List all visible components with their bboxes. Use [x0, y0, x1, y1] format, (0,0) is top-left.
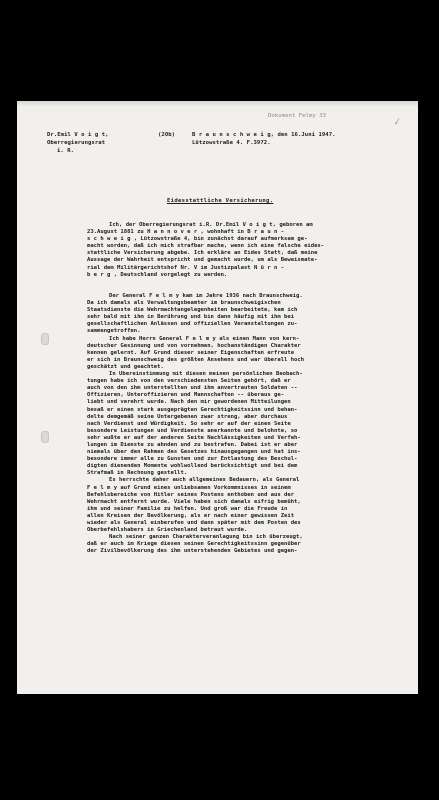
- text-line: rial dem Militärgerichtshof Nr. V im Justizpalast N ü r n -: [87, 264, 285, 271]
- text-line: sehr bald mit ihm in Berührung und bin dann häufig mit ihm bei: [87, 314, 295, 321]
- text-line: deutscher Gesinnung und von vornehmen, hochanständigen Charakter: [87, 342, 301, 349]
- text-line: 23.August 1881 zu H a n n o v e r , wohnhaft in B r a u n -: [87, 229, 285, 236]
- text-line: s c h w e i g , Lützowstraße 4, bin zunächst darauf aufmerksam ge-: [87, 236, 308, 243]
- text-line: Wehrmacht entfernt wurde. Viele haben sich damals eifrig bemüht,: [87, 498, 301, 505]
- reference-code: (20b): [158, 132, 176, 138]
- text-line: Aussage der Wahrheit entspricht und gemacht wurde, um als Beweismate-: [87, 257, 318, 264]
- text-line: Offizieren, Unteroffizieren und Mannschaften -- überaus ge-: [87, 392, 285, 399]
- text-line: F e l m y auf Grund eines unliebsamen Vorkommnisses in seinem: [87, 484, 291, 491]
- text-line: Ich, der Oberregierungsrat i.R. Dr.Emil V o i g t, geboren am: [109, 222, 313, 228]
- text-line: nach Verdienst und Würdigkeit. So sehr er auf der einen Seite: [87, 420, 291, 427]
- text-line: sammengetroffen.: [87, 328, 141, 335]
- text-line: b e r g , Deutschland vorgelegt zu werden.: [87, 271, 228, 278]
- punch-hole: [41, 333, 49, 345]
- text-line: daß er auch im Kriege diesen seinen Gerechtigkeitssinn gegenüber: [87, 541, 301, 548]
- statement-body: [87, 293, 404, 555]
- punch-hole: [41, 431, 49, 443]
- handwritten-check-mark: ✓: [392, 114, 402, 129]
- text-line: digten dienenden Momente wohlwollend berücksichtigt und bei dem: [87, 463, 298, 470]
- page-top-shadow: [17, 101, 418, 107]
- document-title: Eidesstattliche Versicherung.: [167, 198, 274, 204]
- text-line: Der General F e l m y kam im Jahre 1936 nach Braunschweig.: [109, 293, 303, 299]
- text-line: der Zivilbevölkerung des ihm unterstehenden Gebietes und gegen-: [87, 548, 298, 555]
- text-line: besaß er einen stark ausgeprägten Gerechtigkeitssinn und behan-: [87, 406, 298, 413]
- text-line: allen Kreisen der Bevölkerung, als er nach einer gewissen Zeit: [87, 512, 295, 519]
- document-page: [17, 101, 418, 694]
- text-line: auch von den ihm unterstellten und ihm anvertrauten Soldaten --: [87, 385, 298, 392]
- text-line: Da ich damals als Verwaltungsbeamter im braunschweigischen: [87, 300, 281, 307]
- text-line: geschätzt und geachtet.: [87, 363, 164, 370]
- address-line: Lützowstraße 4. F.3972.: [192, 140, 271, 146]
- text-line: liebt und verehrt wurde. Nach den mir gewordenen Mitteilungen: [87, 399, 291, 406]
- text-line: Strafmaß in Rechnung gestellt.: [87, 470, 188, 477]
- text-line: niemals über den Rahmen des Gesetzes hinausgegangen und hat ins-: [87, 449, 301, 456]
- author-name: Dr.Emil V o i g t,: [47, 132, 109, 138]
- text-line: besondere Leistungen und Verdienste anerkannte und belohnte, so: [87, 427, 298, 434]
- text-line: Befehlsbereiche von Hitler seines Postens enthoben und aus der: [87, 491, 295, 498]
- text-line: Staatsdienste die Wehrmachtangelegenheiten bearbeitete, kam ich: [87, 307, 298, 314]
- text-line: gesellschaftlichen Anlässen und offiziellen Veranstaltungen zu-: [87, 321, 298, 328]
- text-line: Ich habe Herrn General F e l m y als einen Mann von kern-: [109, 335, 300, 342]
- place-date-line: B r a u n s c h w e i g, den 16.Juni 1947.: [192, 132, 336, 138]
- text-line: Nach seiner ganzen Charakterveranlagung bin ich überzeugt,: [109, 534, 303, 541]
- text-line: In Übereinstimmung mit diesen meinen persönlichen Beobach-: [109, 371, 303, 378]
- text-line: wieder als General einberufen und dann später mit dem Posten des: [87, 520, 301, 526]
- text-line: sehr wußte er auf der anderen Seite Nachlässigkeiten und Verfeh-: [87, 434, 301, 441]
- text-line: delte demgemäß seine Untergebenen zwar streng, aber durchaus: [87, 413, 288, 420]
- author-title-retired: i. R.: [57, 148, 75, 154]
- text-line: Es herrschte daher auch allgemeines Bedauern, als General: [109, 477, 300, 484]
- text-line: besondere immer alle zu Gunsten und zur Entlastung des Beschul-: [87, 456, 298, 463]
- text-line: ihm und seiner Familie zu helfen. Und groß war die Freude in: [87, 505, 288, 512]
- text-line: er sich in Braunschweig des größten Ansehens und war überall hoch: [87, 356, 305, 363]
- author-title: Oberregierungsrat: [47, 140, 106, 146]
- document-reference: Dokument Felmy 33: [268, 113, 327, 119]
- text-line: Oberbefehlshabers in Griechenland betraut wurde.: [87, 527, 248, 534]
- intro-paragraph: [87, 222, 404, 279]
- text-line: stattliche Versicherung abgebe. Ich erkläre an Eides Statt, daß meine: [87, 250, 318, 257]
- text-line: macht worden, daß ich mich strafbar mache, wenn ich eine falsche eides-: [87, 243, 325, 250]
- text-line: tungen habe ich von den verschiedensten Seiten gehört, daß er: [87, 378, 291, 385]
- text-line: lungen im Dienste zu ahnden und zu bestrafen. Dabei ist er aber: [87, 441, 298, 448]
- text-line: kennen gelernt. Auf Grund dieser seiner Eigenschaften erfreute: [87, 349, 295, 356]
